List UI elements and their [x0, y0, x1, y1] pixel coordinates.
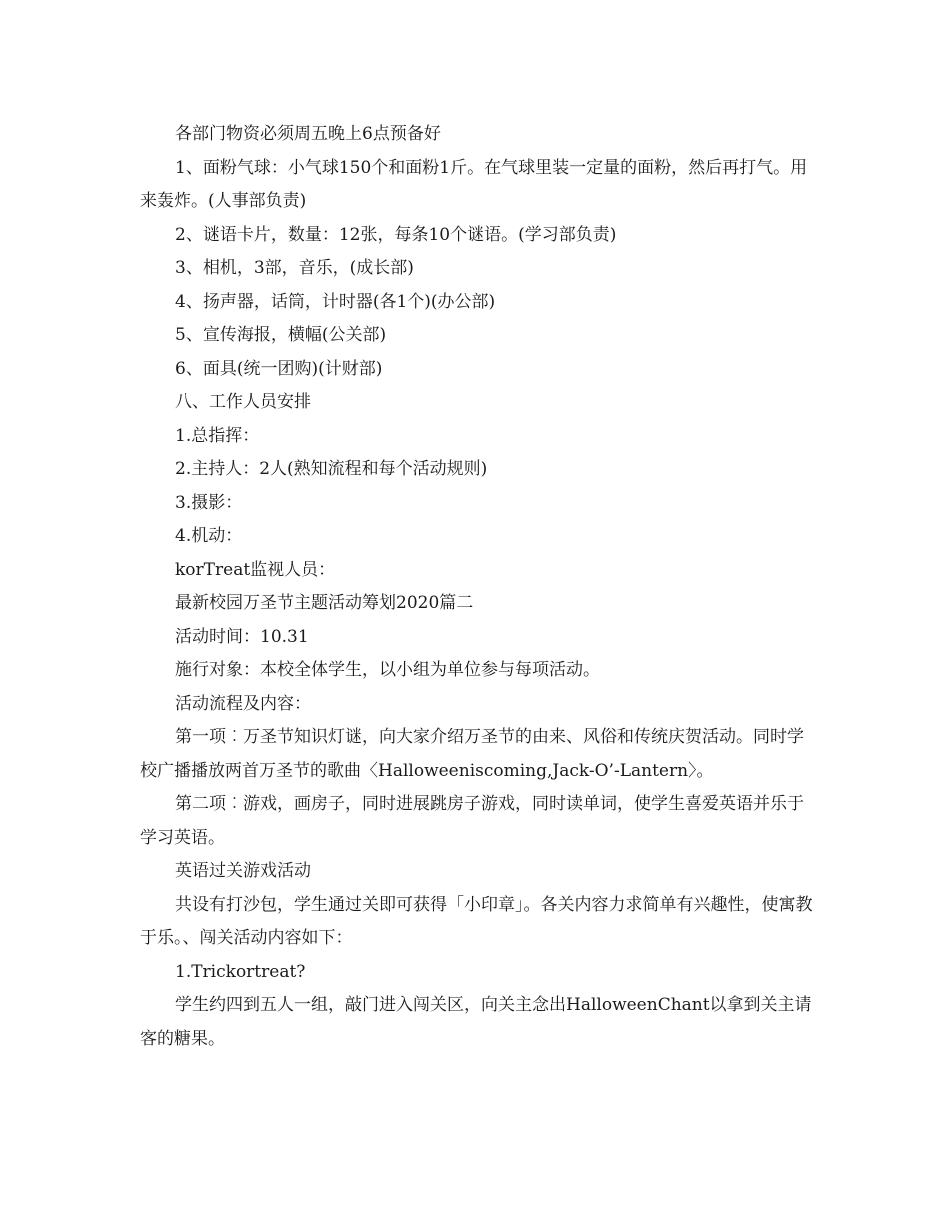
- paragraph: 英语过关游戏活动: [175, 861, 311, 881]
- paragraph: korTreat监视人员：: [175, 559, 336, 580]
- paragraph: 1、面粉气球：小气球150个和面粉1斤。在气球里装一定量的面粉，然后再打气。用来轰炸。(人事部负责): [140, 157, 808, 211]
- document-body: [140, 118, 816, 1056]
- paragraph: 2.主持人：2人(熟知流程和每个活动规则): [175, 459, 488, 479]
- paragraph: 共设有打沙包，学生通过关即可获得「小印章」。各关内容力求简单有兴趣性，使寓教于乐。、闯关活动内容如下：: [140, 894, 813, 948]
- paragraph: 1.总指挥：: [175, 425, 260, 446]
- paragraph: 第二项︰游戏，画房子，同时进展跳房子游戏，同时读单词，使学生喜爱英语并乐于学习英语。: [140, 794, 804, 848]
- paragraph: 第一项︰万圣节知识灯谜，向大家介绍万圣节的由来、风俗和传统庆贺活动。同时学校广播播放两首万圣节的歌曲〈Halloweeniscoming,Jack-O’-Lantern〉。: [140, 727, 804, 781]
- paragraph: 各部门物资必须周五晚上6点预备好: [175, 124, 441, 144]
- paragraph: 6、面具(统一团购)(计财部): [175, 358, 383, 379]
- paragraph: 活动时间：10.31: [175, 626, 309, 647]
- paragraph: 2、谜语卡片，数量：12张，每条10个谜语。(学习部负责): [175, 224, 617, 245]
- paragraph: 3.摄影：: [175, 492, 243, 513]
- paragraph: 4.机动：: [175, 526, 243, 546]
- paragraph: 3、相机，3部，音乐，(成长部): [175, 258, 414, 278]
- document-title: 最新校园万圣节主题活动筹划2020篇二: [175, 593, 474, 613]
- paragraph: 施行对象：本校全体学生，以小组为单位参与每项活动。: [175, 660, 600, 680]
- paragraph: 1.Trickortreat?: [175, 961, 306, 982]
- paragraph: 5、宣传海报，横幅(公关部): [175, 325, 387, 345]
- paragraph: 活动流程及内容：: [175, 693, 311, 714]
- paragraph: 学生约四到五人一组，敲门进入闯关区，向关主念出HalloweenChant以拿到关主请客的糖果。: [140, 995, 812, 1049]
- section-heading: 八、工作人员安排: [175, 392, 311, 412]
- paragraph: 4、扬声器，话筒，计时器(各1个)(办公部): [175, 291, 496, 312]
